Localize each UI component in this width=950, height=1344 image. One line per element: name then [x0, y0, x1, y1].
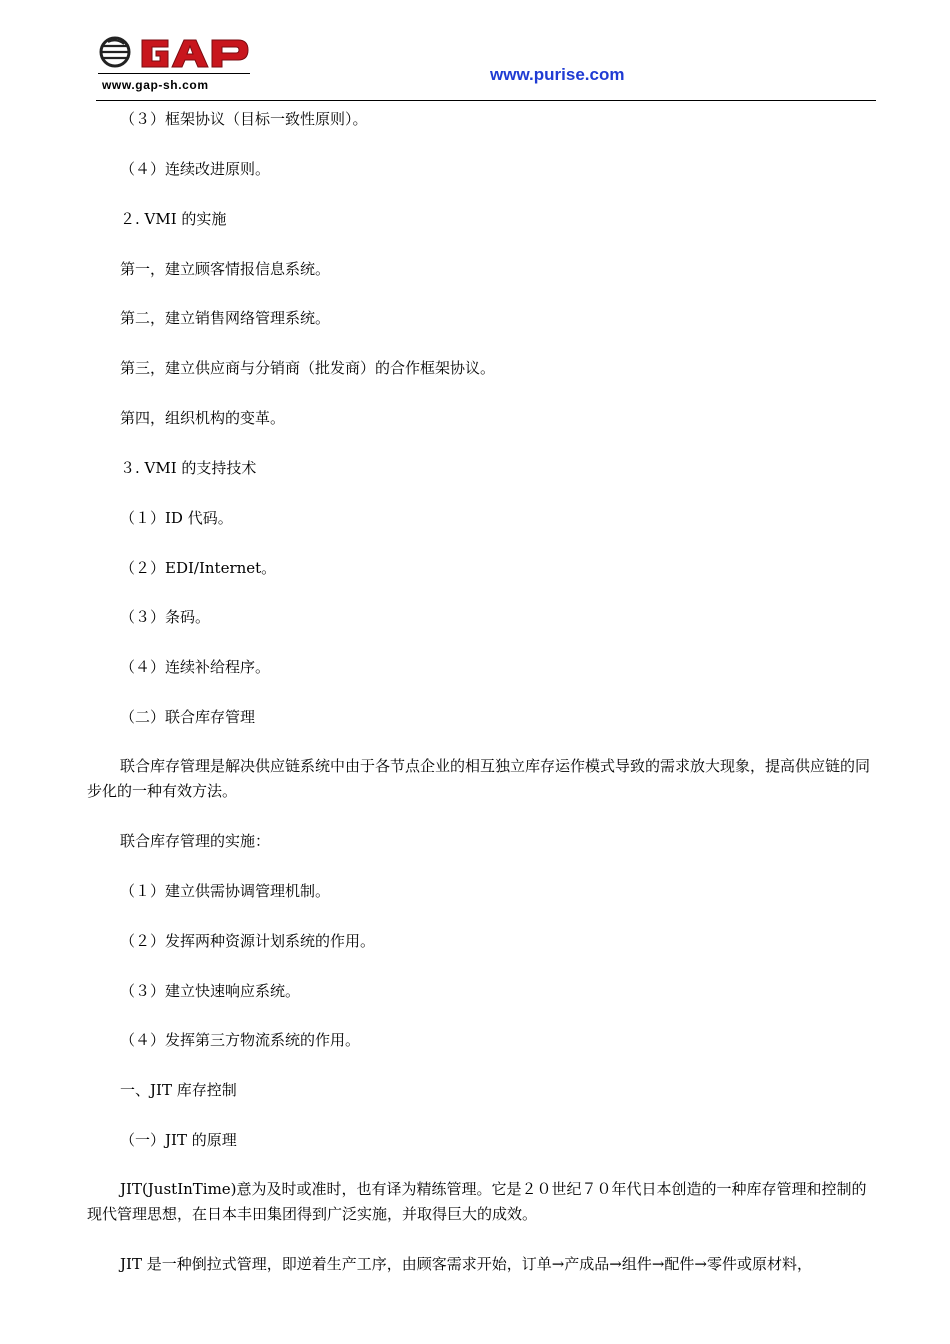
text-line: （２）发挥两种资源计划系统的作用。 — [120, 932, 376, 950]
paragraph: 联合库存管理是解决供应链系统中由于各节点企业的相互独立库存运作模式导致的需求放大现象，提高供应链的同步化的一种有效方法。 — [87, 757, 871, 800]
page-header — [0, 0, 950, 104]
site-url-link[interactable]: www.purise.com — [490, 65, 625, 84]
section-heading: ３. VMI 的支持技术 — [120, 459, 257, 477]
text-line: （３）条码。 — [120, 608, 211, 626]
header-divider — [96, 100, 876, 101]
text-line: 第三，建立供应商与分销商（批发商）的合作框架协议。 — [120, 359, 496, 377]
logo-url[interactable]: www.gap-sh.com — [102, 78, 209, 92]
text-line: 第四，组织机构的变革。 — [120, 409, 286, 427]
paragraph: JIT 是一种倒拉式管理，即逆着生产工序，由顾客需求开始，订单→产成品→组件→配件→零件或原材料， — [120, 1255, 812, 1273]
section-heading: （二）联合库存管理 — [120, 708, 256, 726]
text-line: （３）框架协议（目标一致性原则）。 — [120, 110, 368, 128]
text-line: （４）发挥第三方物流系统的作用。 — [120, 1031, 361, 1049]
text-line: （３）建立快速响应系统。 — [120, 982, 301, 1000]
section-heading: 一、JIT 库存控制 — [120, 1081, 237, 1099]
text-line: 第一，建立顾客情报信息系统。 — [120, 260, 331, 278]
text-line: （４）连续改进原则。 — [120, 160, 271, 178]
paragraph: JIT(JustInTime)意为及时或准时，也有译为精练管理。它是２０世纪７０年代日本创造的一种库存管理和控制的现代管理思想，在日本丰田集团得到广泛实施，并取得巨大的成效。 — [87, 1180, 867, 1223]
logo-divider — [98, 73, 250, 74]
text-line: （２）EDI/Internet。 — [120, 559, 277, 577]
text-line: （４）连续补给程序。 — [120, 658, 271, 676]
text-line: 联合库存管理的实施： — [120, 832, 271, 850]
text-line: （１）ID 代码。 — [120, 509, 233, 527]
globe-icon — [101, 38, 129, 66]
section-heading: ２. VMI 的实施 — [120, 210, 227, 228]
section-heading: （一）JIT 的原理 — [120, 1131, 237, 1149]
text-line: 第二，建立销售网络管理系统。 — [120, 309, 331, 327]
text-line: （１）建立供需协调管理机制。 — [120, 882, 331, 900]
